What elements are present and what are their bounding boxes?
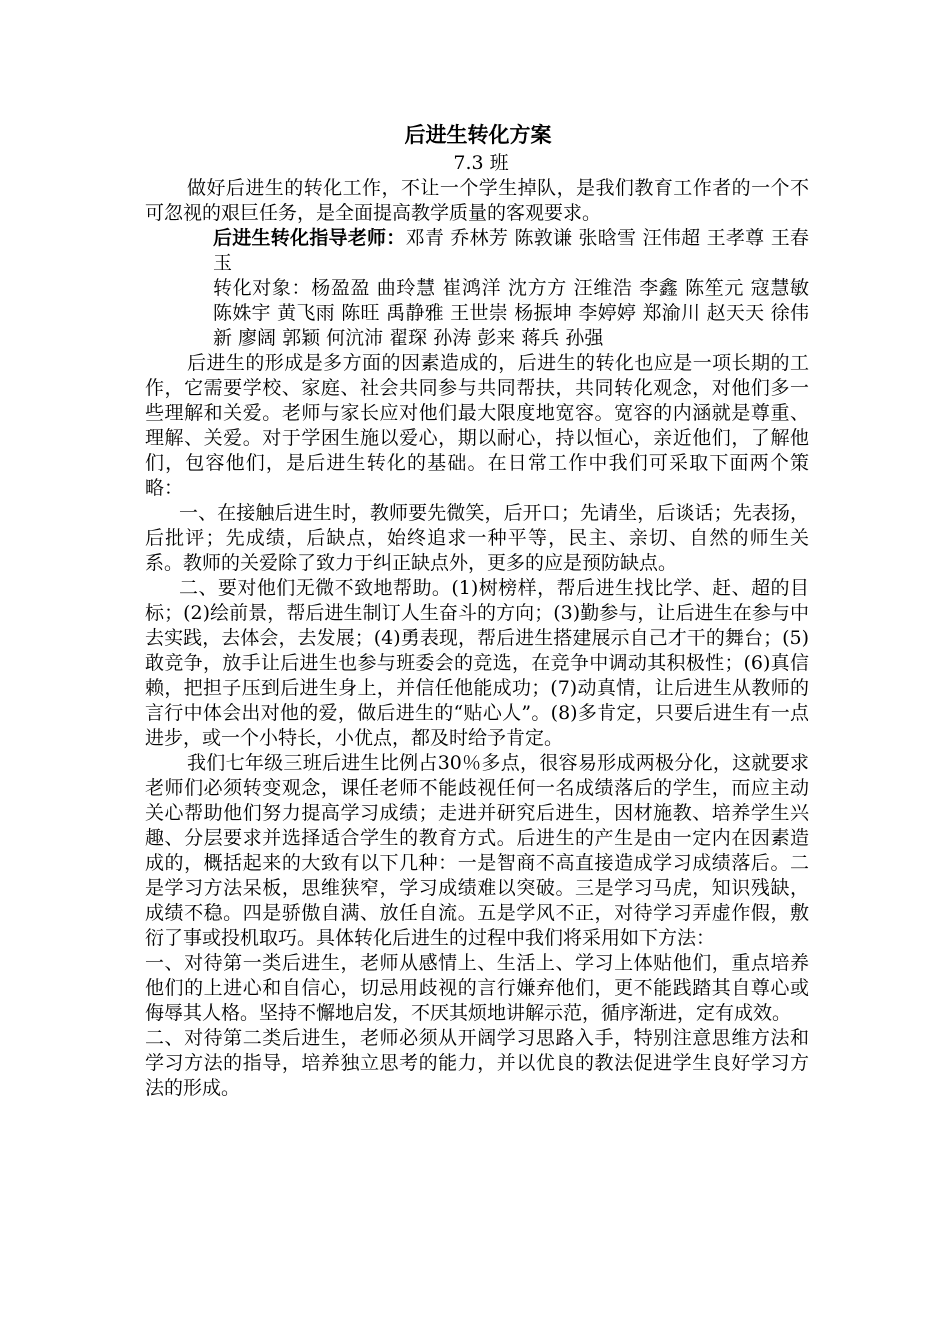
document-title: 后进生转化方案 <box>404 122 552 147</box>
teachers-label: 后进生转化指导老师： <box>213 227 406 249</box>
body-paragraph-6: 二、对待第二类后进生，老师必须从开阔学习思路入手，特别注意思维方法和学习方法的指导，培养独立思考的能力，并以优良的教法促进学生良好学习方法的形成。 <box>145 1027 809 1099</box>
body-paragraph-5: 一、对待第一类后进生，老师从感情上、生活上、学习上体贴他们，重点培养他们的上进心和自信心，切忌用歧视的言行嫌弃他们，更不能践踏其自尊心或侮辱其人格。坚持不懈地启发，不厌其烦地讲解示范，循序渐进，定有成效。 <box>145 952 809 1024</box>
document-page <box>145 120 809 1101</box>
body-paragraph-1: 后进生的形成是多方面的因素造成的，后进生的转化也应是一项长期的工作，它需要学校、家庭、社会共同参与共同帮扶，共同转化观念，对他们多一些理解和关爱。老师与家长应对他们最大限度地宽容。宽容的内涵就是尊重、理解、关爱。对于学困生施以爱心，期以耐心，持以恒心，亲近他们，了解他们，包容他们，是后进生转化的基础。在日常工作中我们可采取下面两个策略： <box>145 352 809 499</box>
targets-line: 转化对象：杨盈盈 曲玲慧 崔鸿洋 沈方方 汪维浩 李鑫 陈笙元 寇慧敏 陈姝宇 黄飞雨 陈旺 禹静雅 王世崇 杨振坤 李婷婷 郑渝川 赵天天 徐伟新 廖阔 郭颖 何沆沛 翟琛 孙涛 彭来 蒋兵 孙强 <box>213 277 809 349</box>
intro-paragraph: 做好后进生的转化工作，不让一个学生掉队，是我们教育工作者的一个不可忽视的艰巨任务，是全面提高教学质量的客观要求。 <box>145 177 809 224</box>
body-paragraph-2: 一、在接触后进生时，教师要先微笑，后开口；先请坐，后谈话；先表扬，后批评；先成绩，后缺点，始终追求一种平等，民主、亲切、自然的师生关系。教师的关爱除了致力于纠正缺点外，更多的应是预防缺点。 <box>145 502 809 574</box>
body-paragraph-3: 二、要对他们无微不致地帮助。(1)树榜样，帮后进生找比学、赶、超的目标；(2)绘前景，帮后进生制订人生奋斗的方向；(3)勤参与，让后进生在参与中去实践，去体会，去发展；(4)勇表现，帮后进生搭建展示自己才干的舞台；(5)敢竞争，放手让后进生也参与班委会的竞选，在竞争中调动其积极性；(6)真信赖，把担子压到后进生身上，并信任他能成功；(7)动真情，让后进生从教师的言行中体会出对他的爱，做后进生的“贴心人”。(8)多肯定，只要后进生有一点进步，或一个小特长，小优点，都及时给予肯定。 <box>145 577 809 749</box>
teachers-names: 邓青 乔林芳 陈敦谦 张晗雪 汪伟超 王孝尊 王春玉 <box>213 227 809 274</box>
class-label: 7.3 班 <box>453 152 509 174</box>
body-paragraph-4: 我们七年级三班后进生比例占30％多点，很容易形成两极分化，这就要求老师们必须转变观念，课任老师不能歧视任何一名成绩落后的学生，而应主动关心帮助他们努力提高学习成绩；走进并研究后进生，因材施教、培养学生兴趣、分层要求并选择适合学生的教育方式。后进生的产生是由一定内在因素造成的，概括起来的大致有以下几种：一是智商不高直接造成学习成绩落后。二是学习方法呆板，思维狭窄，学习成绩难以突破。三是学习马虎，知识残缺，成绩不稳。四是骄傲自满、放任自流。五是学风不正，对待学习弄虚作假，敷衍了事或投机取巧。具体转化后进生的过程中我们将采用如下方法： <box>145 752 809 949</box>
teachers-line <box>145 226 809 276</box>
